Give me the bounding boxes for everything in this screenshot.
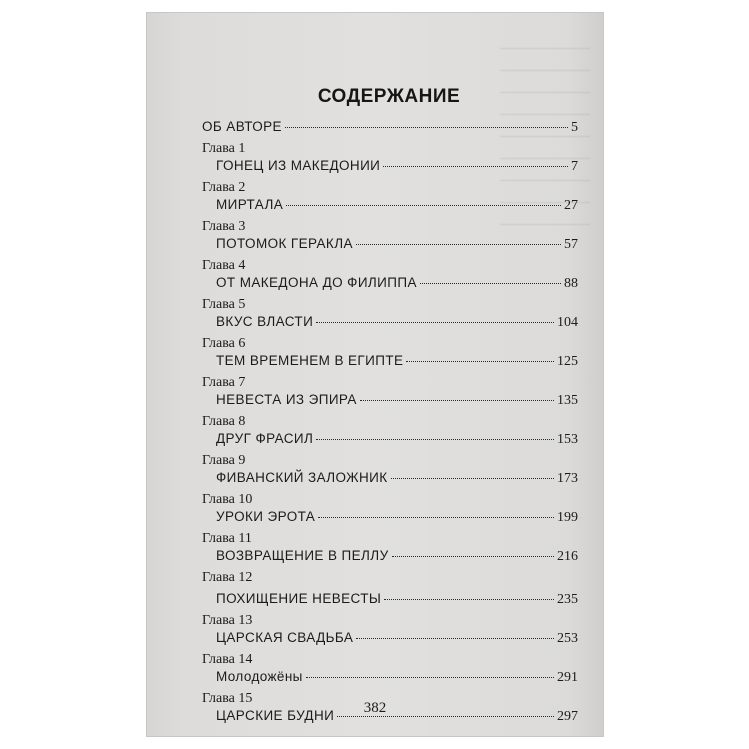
toc-page-number: 253 (557, 631, 578, 646)
chapter-label: Глава 2 (202, 180, 246, 195)
toc-line (202, 592, 578, 607)
toc-entry-chapter-9 (202, 454, 578, 486)
chapter-label: Глава 9 (202, 453, 246, 468)
dot-leader (316, 439, 554, 440)
toc-entry-chapter-14 (202, 653, 578, 685)
toc-line (202, 510, 578, 525)
dot-leader (356, 638, 554, 639)
toc-line (202, 120, 578, 135)
toc-page-number: 7 (571, 159, 578, 174)
toc-page-number: 235 (557, 592, 578, 607)
dot-leader (360, 400, 554, 401)
toc-entry-name: ВКУС ВЛАСТИ (216, 314, 314, 329)
toc-page-number: 297 (557, 709, 578, 724)
toc-entry-name: ЦАРСКИЕ БУДНИ (216, 708, 335, 723)
toc-line (202, 631, 578, 646)
toc-entry-name: ФИВАНСКИЙ ЗАЛОЖНИК (216, 470, 388, 485)
dot-leader (406, 361, 554, 362)
toc-entry-name: ГОНЕЦ ИЗ МАКЕДОНИИ (216, 158, 381, 173)
chapter-label: Глава 1 (202, 141, 246, 156)
toc-entry-chapter-13 (202, 614, 578, 646)
dot-leader (383, 166, 568, 167)
toc-entry-chapter-4 (202, 259, 578, 291)
toc-entry-name: МИРТАЛА (216, 197, 284, 212)
dot-leader (384, 599, 554, 600)
toc-line (202, 549, 578, 564)
dot-leader (318, 517, 554, 518)
toc-entry-author (202, 120, 578, 135)
toc-entry-name: ОТ МАКЕДОНА ДО ФИЛИППА (216, 275, 417, 290)
chapter-label: Глава 7 (202, 375, 246, 390)
toc-line (202, 237, 578, 252)
chapter-label: Глава 13 (202, 613, 253, 628)
toc-line (202, 276, 578, 291)
toc-line (202, 471, 578, 486)
toc-page-number: 199 (557, 510, 578, 525)
toc-entry-chapter-6 (202, 337, 578, 369)
toc-line (202, 354, 578, 369)
dot-leader (392, 556, 554, 557)
toc-page-number: 291 (557, 670, 578, 685)
toc-entry-chapter-12 (202, 571, 578, 607)
toc-page-number: 88 (564, 276, 578, 291)
table-of-contents (202, 120, 578, 731)
toc-page-number: 57 (564, 237, 578, 252)
toc-entry-name: ОБ АВТОРЕ (202, 119, 282, 134)
toc-page-number: 27 (564, 198, 578, 213)
toc-line (202, 432, 578, 447)
chapter-label: Глава 5 (202, 297, 246, 312)
dot-leader (316, 322, 554, 323)
toc-page-number: 173 (557, 471, 578, 486)
chapter-label: Глава 6 (202, 336, 246, 351)
toc-entry-name: ДРУГ ФРАСИЛ (216, 431, 314, 446)
toc-line (202, 393, 578, 408)
chapter-label: Глава 12 (202, 570, 253, 585)
book-page (146, 12, 604, 737)
toc-entry-chapter-3 (202, 220, 578, 252)
dot-leader (420, 283, 561, 284)
toc-page-number: 125 (557, 354, 578, 369)
dot-leader (391, 478, 554, 479)
toc-page-number: 216 (557, 549, 578, 564)
toc-entry-chapter-10 (202, 493, 578, 525)
dot-leader (306, 677, 554, 678)
toc-page-number: 104 (557, 315, 578, 330)
chapter-label: Глава 3 (202, 219, 246, 234)
chapter-label: Глава 4 (202, 258, 246, 273)
chapter-label: Глава 11 (202, 531, 252, 546)
chapter-label: Глава 15 (202, 691, 253, 706)
page-number: 382 (363, 700, 387, 716)
toc-entry-name: ТЕМ ВРЕМЕНЕМ В ЕГИПТЕ (216, 353, 404, 368)
toc-entry-chapter-2 (202, 181, 578, 213)
toc-entry-chapter-11 (202, 532, 578, 564)
chapter-label: Глава 14 (202, 652, 253, 667)
toc-line (202, 159, 578, 174)
toc-entry-chapter-1 (202, 142, 578, 174)
chapter-label: Глава 8 (202, 414, 246, 429)
toc-entry-name: Молодожёны (216, 669, 303, 684)
dot-leader (286, 205, 561, 206)
toc-page-number: 5 (571, 120, 578, 135)
toc-entry-name: ЦАРСКАЯ СВАДЬБА (216, 630, 354, 645)
toc-entry-chapter-5 (202, 298, 578, 330)
toc-entry-chapter-7 (202, 376, 578, 408)
toc-page-number: 135 (557, 393, 578, 408)
toc-line (202, 670, 578, 685)
toc-entry-name: ПОТОМОК ГЕРАКЛА (216, 236, 353, 251)
toc-entry-chapter-8 (202, 415, 578, 447)
toc-line (202, 198, 578, 213)
chapter-label: Глава 10 (202, 492, 253, 507)
toc-line (202, 315, 578, 330)
toc-entry-name: НЕВЕСТА ИЗ ЭПИРА (216, 392, 357, 407)
toc-entry-name: ПОХИЩЕНИЕ НЕВЕСТЫ (216, 591, 382, 606)
page-title: СОДЕРЖАНИЕ (317, 86, 461, 107)
dot-leader (356, 244, 561, 245)
toc-entry-name: УРОКИ ЭРОТА (216, 509, 316, 524)
toc-page-number: 153 (557, 432, 578, 447)
dot-leader (285, 127, 568, 128)
toc-entry-name: ВОЗВРАЩЕНИЕ В ПЕЛЛУ (216, 548, 389, 563)
